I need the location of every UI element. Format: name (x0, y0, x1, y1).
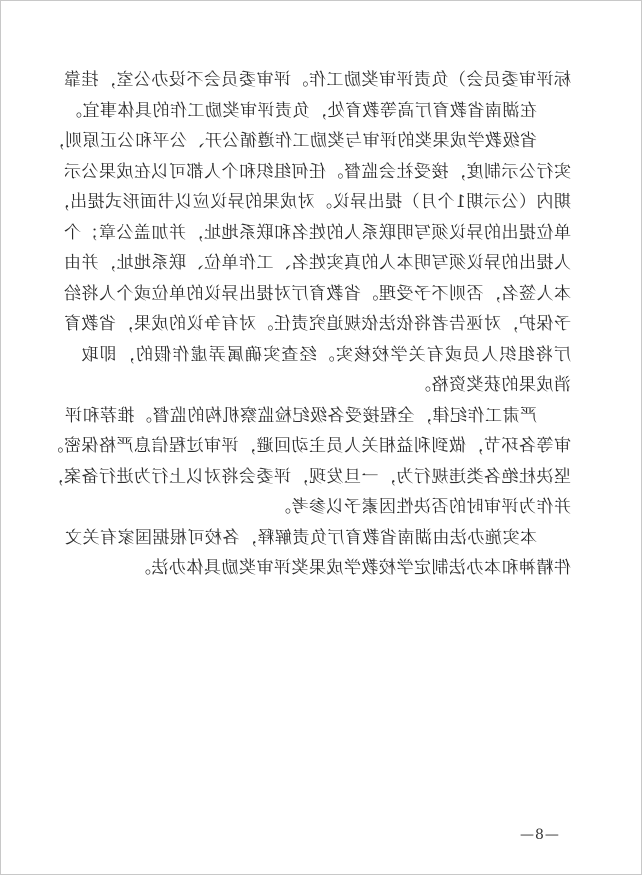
text-line: 标评审委员会）负责评审奖励工作。评审委员会不设办公室，挂靠 (63, 70, 571, 90)
text-line: 予保护，对诬告者将依法依规追究责任。对有争议的成果，省教育 (63, 314, 571, 334)
document-body (46, 65, 571, 584)
text-line: 消成果的获奖资格。 (413, 375, 571, 395)
text-line: 件精神和本办法制定学校教学成果奖评审奖励具体办法。 (133, 558, 571, 578)
text-line: 在湖南省教育厅高等教育处，负责评审奖励工作的具体事宜。 (64, 100, 537, 121)
text-line: 实行公示制度，接受社会监督。任何组织和个人都可以在成果公示 (63, 161, 571, 182)
text-line: 本人签名，否则不予受理。省教育厅对提出异议的单位或个人将给 (63, 283, 571, 304)
text-line: 并作为评审时的否决性因素予以参考。 (273, 497, 571, 517)
text-line: 省级教学成果奖的评审与奖励工作遵循公开、公平和公正原则， (47, 131, 537, 151)
text-line: 期内（公示期1个月）提出异议。对成果的异议应以书面形式提出， (52, 192, 571, 212)
text-line: 本实施办法由湖南省教育厅负责解释，各校可根据国家有关文 (64, 527, 537, 548)
text-line: 坚决杜绝各类违规行为，一旦发现，评委会将对以上行为进行备案， (46, 466, 571, 487)
text-line: 单位提出的异议须写明联系人的姓名和联系地址，并加盖公章；个 (63, 222, 571, 243)
text-line: 严肃工作纪律，全程接受各级纪检监察机构的监督。推荐和评 (64, 405, 537, 426)
text-line: 审等各环节，做到利益相关人员主动回避，评审过程信息严格保密。 (46, 436, 571, 456)
text-line: 厅将组织人员或有关学校核实。经查实确属弄虚作假的，即取 (81, 344, 571, 365)
page-number: —8— (519, 827, 559, 843)
text-line: 人提出的异议须写明本人的真实姓名、工作单位、联系地址，并由 (63, 253, 571, 273)
